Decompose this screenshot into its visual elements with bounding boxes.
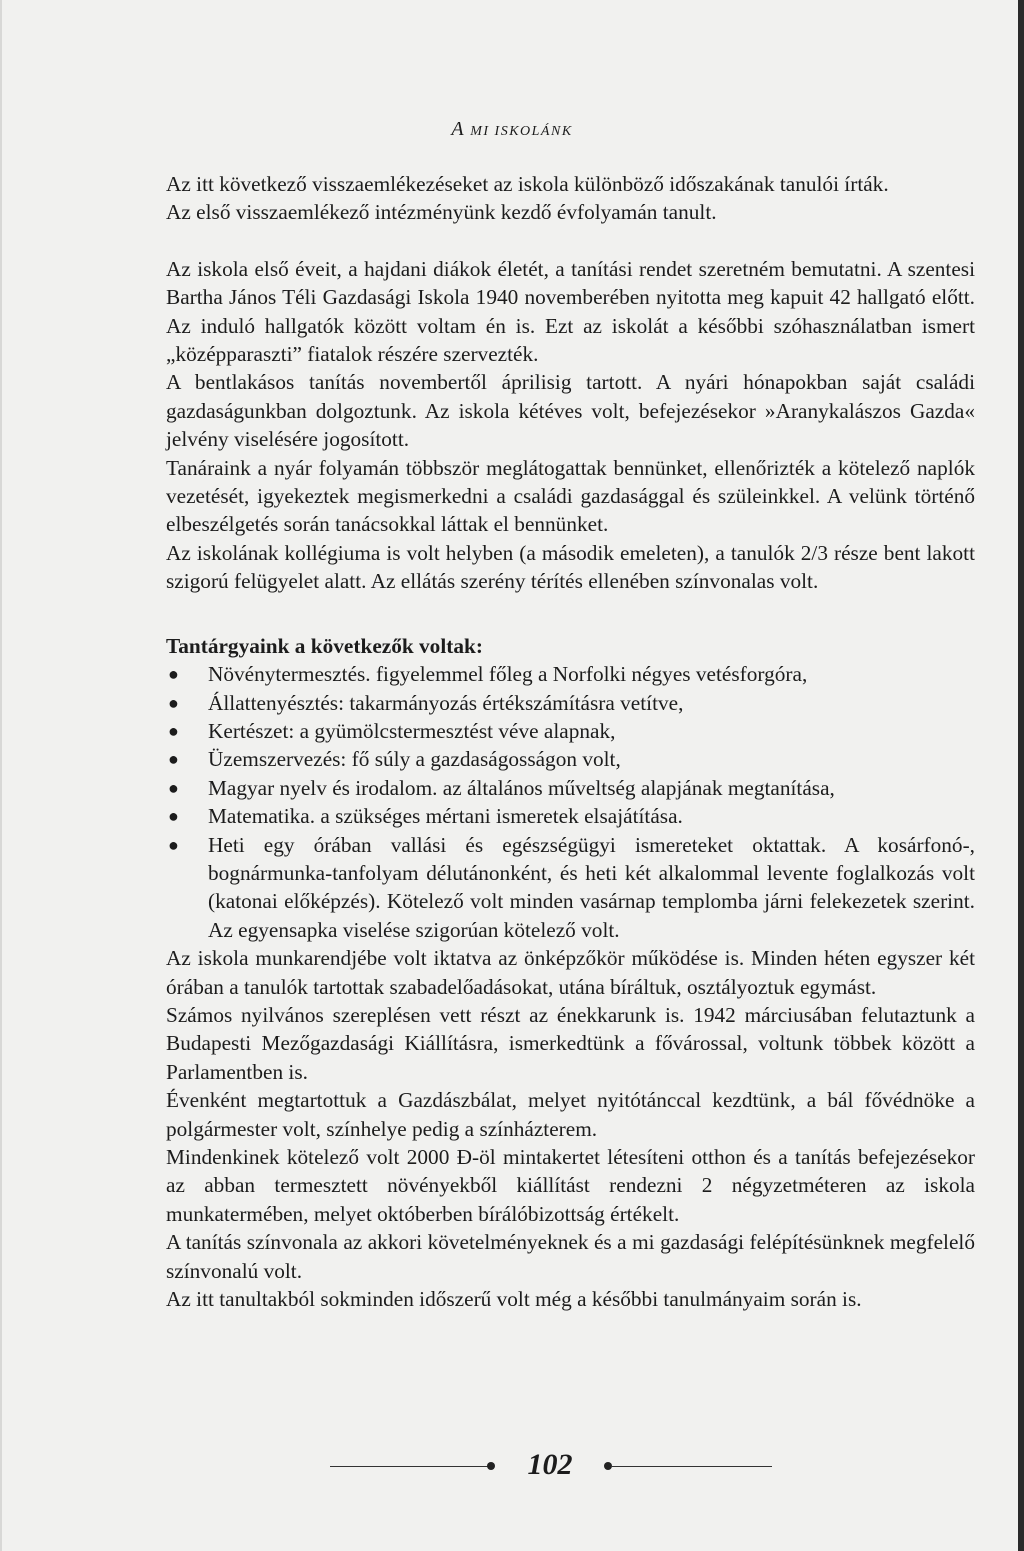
footer-rule-right [612, 1466, 772, 1467]
page-footer [0, 1448, 1024, 1488]
running-header [0, 118, 1024, 141]
footer-rule-left [330, 1466, 490, 1467]
list-item-text: Heti egy órában vallási és egészségügyi ismereteket oktattak. A kosárfonó-, bognármunka-tanfolyam délutánonként, és heti két alkalommal levente foglalkozás volt (katonai előképzés). Kötelező volt minden vasárnap templomba járni felekezetek szerint. Az egyensapka viselése szigorúan kötelező volt. [208, 832, 975, 942]
list-item [166, 745, 975, 773]
list-item [166, 689, 975, 717]
list-item-text: Üzemszervezés: fő súly a gazdaságosságon volt, [208, 747, 621, 772]
body-text [166, 170, 975, 1313]
header-title: MI ISKOLÁNK [470, 124, 573, 139]
paragraph: Az itt tanultakból sokminden időszerű volt még a későbbi tanulmányaim során is. [166, 1287, 862, 1312]
list-item [166, 802, 975, 830]
paragraph: Az iskola munkarendjébe volt iktatva az önképzőkör működése is. Minden héten egyszer két órában a tanulók tartottak szabadelőadásokat, utána bíráltuk, osztályoztuk egymást. [166, 946, 975, 999]
subjects-list [166, 660, 975, 944]
bullet-icon: ● [168, 834, 179, 855]
paragraph: Tanáraink a nyár folyamán többször meglátogattak bennünket, ellenőrizték a kötelező naplók vezetését, igyekeztek megismerkedni a családi gazdasággal és szüleinkkel. A velünk történő elbeszélgetés során tanácsokkal láttak el bennünket. [166, 455, 975, 537]
list-item-text: Állattenyésztés: takarmányozás értékszámításra vetítve, [208, 690, 684, 715]
bullet-icon: ● [168, 664, 179, 685]
bullet-icon: ● [168, 692, 179, 713]
paragraph: Az iskola első éveit, a hajdani diákok életét, a tanítási rendet szeretném bemutatni. A szentesi Bartha János Téli Gazdasági Iskola 1940 novemberében nyitotta meg kapuit 42 hallgató előtt. Az induló hallgatók között voltam én is. Ezt az iskolát a későbbi szóhasználatban ismert „középparaszti” fiatalok részére szervezték. [166, 256, 975, 367]
paragraph: Az iskolának kollégiuma is volt helyben (a második emeleten), a tanulók 2/3 része bent lakott szigorú felügyelet alatt. Az ellátás szerény térítés ellenében színvonalas volt. [166, 540, 975, 594]
section-heading: Tantárgyaink a következők voltak: [166, 633, 483, 658]
spacer [166, 227, 975, 255]
paragraph: Számos nyilvános szereplésen vett részt az énekkarunk is. 1942 márciusában felutaztunk a Budapesti Mezőgazdasági Kiállításra, ismerkedtünk a fővárossal, voltunk többek között a Parlamentben is. [166, 1002, 975, 1084]
paragraph: A tanítás színvonala az akkori követelményeknek és a mi gazdasági felépítésünknek megfelelő színvonalú volt. [166, 1230, 975, 1283]
bullet-icon: ● [168, 777, 179, 798]
footer-dot-right [604, 1462, 612, 1470]
paragraph: Évenként megtartottuk a Gazdászbálat, melyet nyitótánccal kezdtünk, a bál fővédnöke a polgármester volt, színhelye pedig a színházterem. [166, 1088, 975, 1141]
footer-dot-left [487, 1462, 495, 1470]
page-number: 102 [527, 1448, 573, 1481]
list-item [166, 660, 975, 688]
list-item-text: Magyar nyelv és irodalom. az általános műveltség alapjának megtanítása, [208, 775, 835, 800]
page-right-edge [1018, 0, 1024, 1551]
bullet-icon: ● [168, 749, 179, 770]
paragraph: Mindenkinek kötelező volt 2000 Đ-öl mintakertet létesíteni otthon és a tanítás befejezésekor az abban termesztett növényekből kiállítást rendezni 2 négyzetméteren az iskola munkatermében, melyet októberben bírálóbizottság értékelt. [166, 1145, 975, 1226]
paragraph: Az első visszaemlékező intézményünk kezdő évfolyamán tanult. [166, 200, 717, 225]
list-item [166, 774, 975, 802]
page-left-edge [0, 0, 2, 1551]
list-item-text: Matematika. a szükséges mértani ismeretek elsajátítása. [208, 804, 683, 829]
list-item [166, 717, 975, 745]
paragraph: A bentlakásos tanítás novembertől áprilisig tartott. A nyári hónapokban saját családi gazdaságunkban dolgoztunk. Az iskola kétéves volt, befejezésekor »Aranykalászos Gazda« jelvény viselésére jogosított. [166, 370, 975, 452]
header-prefix: A [451, 118, 471, 140]
bullet-icon: ● [168, 806, 179, 827]
list-item-text: Növénytermesztés. figyelemmel főleg a Norfolki négyes vetésforgóra, [208, 662, 808, 687]
spacer [166, 596, 975, 632]
paragraph: Az itt következő visszaemlékezéseket az iskola különböző időszakának tanulói írták. [166, 172, 889, 196]
list-item [166, 831, 975, 945]
bullet-icon: ● [168, 720, 179, 741]
list-item-text: Kertészet: a gyümölcstermesztést véve alapnak, [208, 718, 616, 743]
